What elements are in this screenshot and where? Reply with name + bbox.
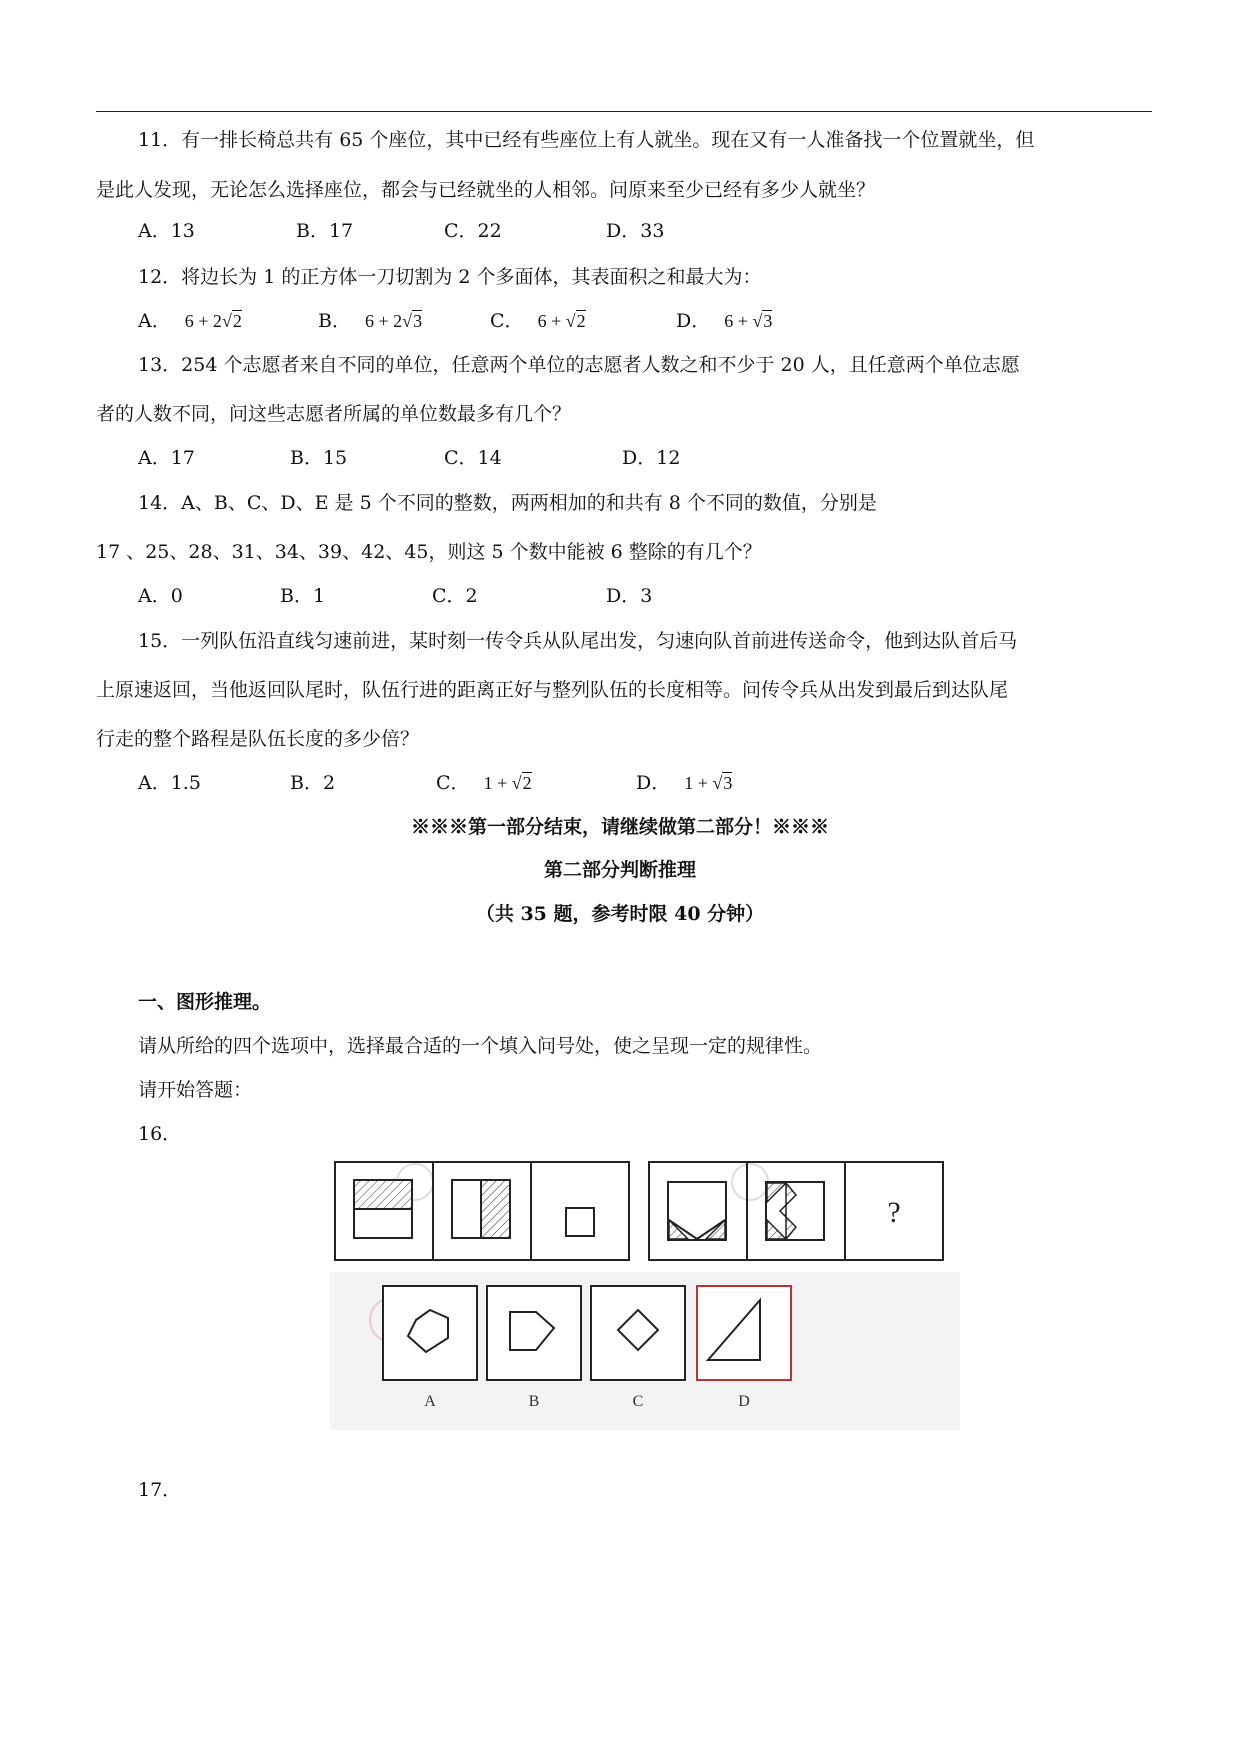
- q14-option-a: A．0: [138, 585, 183, 607]
- graphic-heading: 一、图形推理。: [138, 991, 272, 1013]
- q12-option-c-label: C．: [490, 310, 524, 332]
- q11-line1: 11．有一排长椅总共有 65 个座位，其中已经有些座位上有人就坐。现在又有一人准备找一个位置就坐，但: [138, 129, 1035, 151]
- group2-cell1: [668, 1182, 726, 1240]
- choice-b-label: B: [528, 1393, 540, 1410]
- choice-c-label: C: [632, 1393, 644, 1410]
- q12-option-b: B． 6 + 2√3: [318, 310, 423, 332]
- q12-option-d: D． 6 + √3: [676, 310, 773, 332]
- q15-option-d-radicand: 3: [723, 773, 733, 793]
- q13-line2: 者的人数不同，问这些志愿者所属的单位数最多有几个？: [96, 403, 572, 425]
- watermark-seal-icon: [732, 1164, 768, 1200]
- group1-cell3: [566, 1208, 594, 1236]
- q13-line1: 13．254 个志愿者来自不同的单位，任意两个单位的志愿者人数之和不少于 20 人，且任意两个单位志愿: [138, 354, 1020, 376]
- q13-option-c: C．14: [444, 447, 502, 469]
- graphic-start: 请开始答题：: [138, 1079, 253, 1101]
- q13-option-b: B．15: [290, 447, 348, 469]
- q15-option-c: C． 1 + √2: [436, 772, 532, 794]
- q11-option-a: A．13: [138, 220, 195, 242]
- q15-option-c-radicand: 2: [522, 773, 532, 793]
- q15-option-d-base: 1 +: [684, 773, 713, 793]
- q15-line2: 上原速返回，当他返回队尾时，队伍行进的距离正好与整列队伍的长度相等。问传令兵从出发到最后到达队尾: [96, 679, 1009, 701]
- choice-d-label: D: [738, 1393, 750, 1410]
- choice-d-figure: [697, 1286, 791, 1380]
- header-rule: [96, 111, 1152, 112]
- q15-option-c-label: C．: [436, 772, 470, 794]
- group2-cell2: [766, 1182, 824, 1240]
- group1-cell2: [452, 1180, 510, 1238]
- q12-option-d-base: 6 +: [724, 311, 753, 331]
- q12-option-a-label: A．: [138, 310, 171, 332]
- q15-option-a: A．1.5: [138, 772, 201, 794]
- q15-option-d-label: D．: [636, 772, 671, 794]
- choice-a-figure: [383, 1286, 477, 1380]
- part2-title: 第二部分判断推理: [543, 859, 696, 881]
- choice-b-figure: [487, 1286, 581, 1380]
- q12-option-a: A． 6 + 2√2: [138, 310, 242, 332]
- part2-subtitle: （共 35 题，参考时限 40 分钟）: [475, 903, 765, 925]
- q15-line3: 行走的整个路程是队伍长度的多少倍？: [96, 728, 420, 750]
- q12-option-d-radicand: 3: [763, 311, 773, 331]
- q14-line2: 17 、25、28、31、34、39、42、45，则这 5 个数中能被 6 整除的有几个？: [96, 541, 762, 563]
- q14-option-b: B．1: [280, 585, 326, 607]
- graphic-instruction: 请从所给的四个选项中，选择最合适的一个填入问号处，使之呈现一定的规律性。: [138, 1035, 823, 1057]
- q12-option-b-radicand: 3: [413, 311, 423, 331]
- q12-option-d-label: D．: [676, 310, 711, 332]
- q12-option-a-radicand: 2: [232, 311, 242, 331]
- question-mark: ?: [887, 1196, 901, 1229]
- group1-cell1: [354, 1180, 412, 1238]
- q11-option-c: C．22: [444, 220, 502, 242]
- choice-c-figure: [591, 1286, 685, 1380]
- q13-option-a: A．17: [138, 447, 195, 469]
- q12-line1: 12．将边长为 1 的正方体一刀切割为 2 个多面体，其表面积之和最大为：: [138, 266, 762, 288]
- q11-option-b: B．17: [296, 220, 354, 242]
- q14-option-d: D．3: [606, 585, 653, 607]
- q15-option-b: B．2: [290, 772, 336, 794]
- q12-option-c-radicand: 2: [576, 311, 586, 331]
- q12-option-c-base: 6 +: [537, 311, 566, 331]
- q12-option-b-base: 6 + 2: [365, 311, 403, 331]
- q17-number: 17．: [138, 1479, 182, 1501]
- q12-option-b-label: B．: [318, 310, 351, 332]
- q11-option-d: D．33: [606, 220, 665, 242]
- choice-a-label: A: [424, 1393, 436, 1410]
- q15-line1: 15．一列队伍沿直线匀速前进，某时刻一传令兵从队尾出发，匀速向队首前进传送命令，他到达队首后马: [138, 630, 1018, 652]
- q15-option-c-base: 1 +: [483, 773, 512, 793]
- q16-number: 16．: [138, 1123, 182, 1145]
- part1-end-notice: ※※※第一部分结束，请继续做第二部分！※※※: [410, 816, 829, 838]
- q14-option-c: C．2: [432, 585, 478, 607]
- q11-line2: 是此人发现，无论怎么选择座位，都会与已经就坐的人相邻。问原来至少已经有多少人就坐？: [96, 179, 876, 201]
- q16-figure: [330, 1160, 960, 1430]
- q12-option-c: C． 6 + √2: [490, 310, 586, 332]
- q15-option-d: D． 1 + √3: [636, 772, 733, 794]
- q12-option-a-base: 6 + 2: [184, 311, 222, 331]
- q16-figure-svg: [330, 1160, 960, 1430]
- q14-line1: 14．A、B、C、D、E 是 5 个不同的整数，两两相加的和共有 8 个不同的数值，分别是: [138, 492, 877, 514]
- q13-option-d: D．12: [622, 447, 681, 469]
